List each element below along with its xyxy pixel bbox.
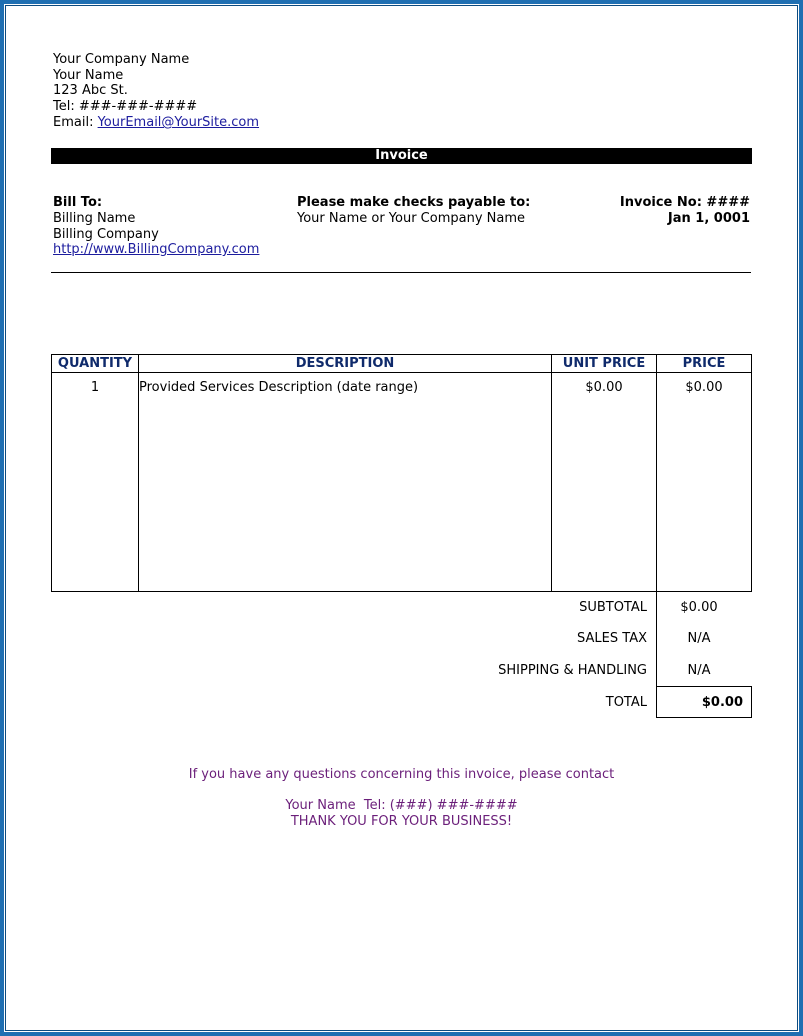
total-amount: $0.00 [701,695,743,710]
email-label: Email: [53,115,98,130]
table-header-divider [52,372,751,373]
company-tel: Tel: ###-###-#### [53,99,198,114]
company-contact-name: Your Name [53,68,124,83]
footer-contact: Your Name Tel: (###) ###-#### [285,798,518,813]
payable-label: Please make checks payable to: [297,195,531,210]
divider-rule [51,272,751,273]
sales-tax-label: SALES TAX [577,631,647,646]
header-price: PRICE [682,356,726,371]
company-name: Your Company Name [53,52,190,67]
payable-value: Your Name or Your Company Name [297,211,526,226]
subtotal-value: $0.00 [680,600,718,615]
email-link[interactable]: YourEmail@YourSite.com [97,115,260,130]
invoice-date: Jan 1, 0001 [667,211,750,226]
billing-url-row [53,242,259,258]
row-description: Provided Services Description (date range) [139,380,419,395]
header-unit-price: UNIT PRICE [562,356,646,371]
billing-name: Billing Name [53,211,136,226]
invoice-number: Invoice No: #### [619,195,750,210]
header-description: DESCRIPTION [295,356,395,371]
row-price: $0.00 [685,380,723,395]
total-value [657,695,751,711]
footer-thanks: THANK YOU FOR YOUR BUSINESS! [290,814,513,829]
billing-url-link[interactable]: http://www.BillingCompany.com [53,242,260,257]
footer-question: If you have any questions concerning this invoice, please contact [188,767,615,782]
shipping-label: SHIPPING & HANDLING [498,663,647,678]
header-quantity: QUANTITY [57,356,133,371]
billing-company: Billing Company [53,227,159,242]
items-table [51,354,752,592]
row-quantity: 1 [90,380,100,395]
total-label: TOTAL [605,695,647,710]
row-unit-price: $0.00 [585,380,623,395]
invoice-title-bar: Invoice [51,148,752,164]
shipping-value: N/A [687,663,711,678]
subtotal-label: SUBTOTAL [579,600,647,615]
bill-to-label: Bill To: [53,195,103,210]
company-address: 123 Abc St. [53,83,128,98]
sales-tax-value: N/A [687,631,711,646]
company-email-row [53,115,259,131]
